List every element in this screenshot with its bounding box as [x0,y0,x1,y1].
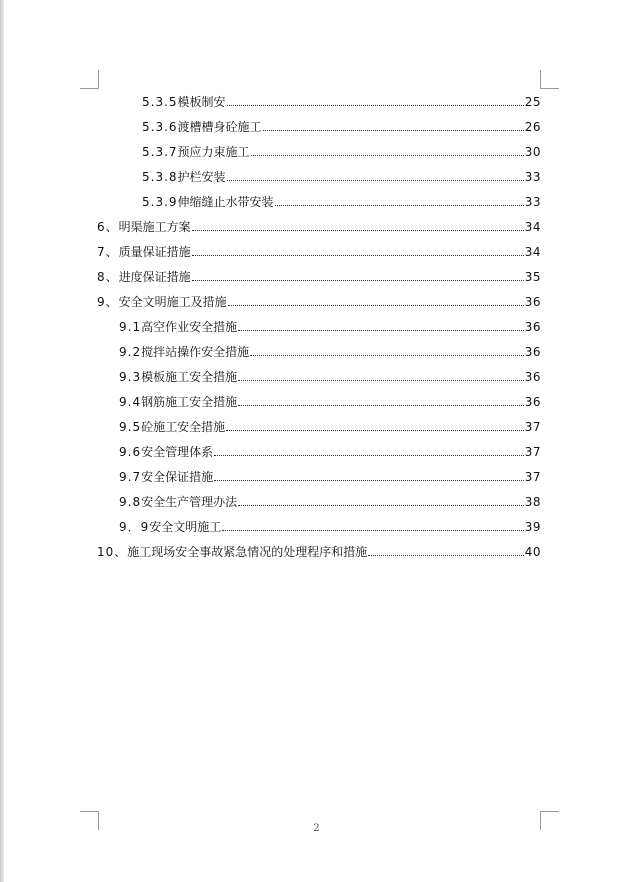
toc-entry-title: 质量保证措施 [118,245,191,259]
toc-entry-title: 明渠施工方案 [118,220,191,234]
toc-entry-page: 33 [524,170,541,184]
toc-dot-leader [251,154,524,156]
toc-entry[interactable] [119,318,541,334]
toc-entry-title: 钢筋施工安全措施 [141,395,238,409]
toc-entry-page: 36 [524,370,541,384]
toc-entry-title: 搅拌站操作安全措施 [141,345,250,359]
toc-entry-page: 36 [524,295,541,309]
toc-entry-page: 34 [524,220,541,234]
toc-dot-leader [192,229,524,231]
toc-entry-number: 6、 [97,220,119,234]
toc-entry-number: 5.3.8 [142,170,178,184]
toc-entry-number: 8、 [97,270,119,284]
toc-entry-page: 26 [524,120,541,134]
toc-entry-page: 36 [524,320,541,334]
toc-dot-leader [214,479,524,481]
toc-entry-title: 安全文明施工及措施 [118,295,227,309]
toc-entry-title: 安全管理体系 [141,445,214,459]
toc-dot-leader [222,529,523,531]
toc-entry[interactable] [119,518,541,534]
toc-entry-page: 38 [524,495,541,509]
toc-entry-number: 9.4 [119,395,142,409]
toc-entry-number: 5.3.9 [142,195,178,209]
toc-dot-leader [192,254,524,256]
toc-entry-number: 5.3.5 [142,95,178,109]
toc-entry-page: 37 [524,445,541,459]
toc-entry-title: 安全保证措施 [141,470,214,484]
toc-entry-number: 7、 [97,245,119,259]
toc-dot-leader [238,379,524,381]
toc-entry-title: 护栏安装 [177,170,226,184]
toc-entry-title: 模板制安 [177,95,226,109]
toc-entry[interactable] [142,193,541,209]
toc-entry[interactable] [97,543,541,559]
toc-entry-number: 9.8 [119,495,142,509]
toc-entry-page: 40 [524,545,541,559]
toc-entry-title: 进度保证措施 [118,270,191,284]
toc-dot-leader [238,404,524,406]
toc-entry-number: 9.6 [119,445,142,459]
toc-entry-title: 砼施工安全措施 [141,420,226,434]
toc-dot-leader [238,329,524,331]
toc-dot-leader [227,104,524,106]
toc-entry-number: 5.3.7 [142,145,178,159]
toc-dot-leader [250,354,524,356]
toc-entry[interactable] [97,218,541,234]
toc-dot-leader [226,429,524,431]
toc-dot-leader [275,204,524,206]
toc-entry-title: 安全文明施工 [149,520,222,534]
toc-entry-page: 34 [524,245,541,259]
toc-entry-page: 37 [524,420,541,434]
toc-dot-leader [228,304,524,306]
page-number: 2 [313,823,320,834]
toc-entry-title: 模板施工安全措施 [141,370,238,384]
toc-dot-leader [263,129,524,131]
toc-entry[interactable] [119,418,541,434]
toc-entry[interactable] [119,468,541,484]
toc-dot-leader [214,454,524,456]
toc-entry-number: 9.1 [119,320,142,334]
toc-entry-number: 9.7 [119,470,142,484]
toc-entry-number: 9．9 [119,520,150,534]
toc-entry-title: 伸缩缝止水带安装 [177,195,274,209]
toc-entry-title: 预应力束施工 [177,145,250,159]
toc-entry-page: 36 [524,395,541,409]
toc-entry[interactable] [142,93,541,109]
toc-entry[interactable] [142,118,541,134]
toc-entry-page: 33 [524,195,541,209]
toc-entry[interactable] [97,268,541,284]
toc-entry-number: 10、 [97,545,128,559]
toc-entry-title: 安全生产管理办法 [141,495,238,509]
toc-entry-number: 9.3 [119,370,142,384]
toc-dot-leader [227,179,524,181]
toc-entry-page: 35 [524,270,541,284]
toc-entry-number: 9.5 [119,420,142,434]
toc-entry-page: 36 [524,345,541,359]
toc-entry-page: 39 [524,520,541,534]
toc-entry-title: 渡槽槽身砼施工 [177,120,262,134]
toc-entry[interactable] [97,293,541,309]
toc-entry-title: 施工现场安全事故紧急情况的处理程序和措施 [127,545,368,559]
toc-entry-page: 25 [524,95,541,109]
toc-entry[interactable] [119,368,541,384]
toc-entry[interactable] [142,143,541,159]
toc-dot-leader [192,279,524,281]
top-right-crop-mark [540,70,559,89]
toc-entry-number: 9.2 [119,345,142,359]
toc-entry[interactable] [119,343,541,359]
page-left-edge [0,0,4,882]
toc-entry[interactable] [119,443,541,459]
toc-entry-page: 30 [524,145,541,159]
toc-entry[interactable] [142,168,541,184]
top-left-crop-mark [80,70,99,89]
toc-entry[interactable] [119,393,541,409]
toc-dot-leader [238,504,524,506]
toc-entry[interactable] [97,243,541,259]
toc-entry-number: 9、 [97,295,119,309]
toc-entry-title: 高空作业安全措施 [141,320,238,334]
toc-entry-number: 5.3.6 [142,120,178,134]
toc-entry-page: 37 [524,470,541,484]
toc-dot-leader [368,554,523,556]
toc-entry[interactable] [119,493,541,509]
